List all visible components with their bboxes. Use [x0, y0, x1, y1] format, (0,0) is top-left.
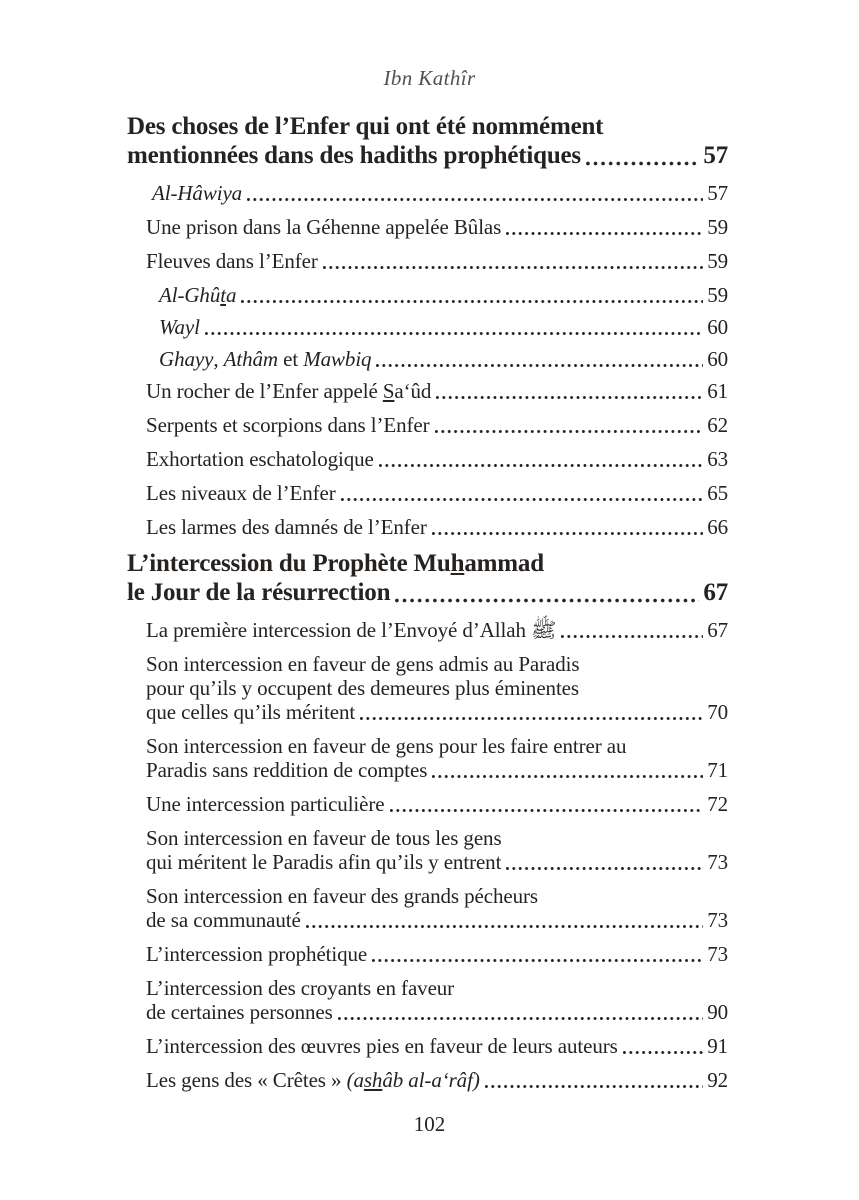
toc-entry-title: de sa communauté — [146, 908, 301, 932]
toc-entry-page-number: 62 — [707, 413, 728, 437]
toc-entry-title: Les larmes des damnés de l’Enfer — [146, 515, 427, 539]
toc-entry-title: de certaines personnes — [146, 1000, 333, 1024]
toc-entry-last-line — [146, 379, 728, 403]
toc-entry-last-line — [146, 413, 728, 437]
toc-entry-line: L’intercession du Prophète Muhammad — [127, 550, 544, 577]
toc-entry-page-number: 73 — [707, 942, 728, 966]
toc-entry-title: Une prison dans la Géhenne appelée Bûlas — [146, 215, 502, 239]
toc-entry-title: Fleuves dans l’Enfer — [146, 249, 318, 273]
toc-entry-title: que celles qu’ils méritent — [146, 700, 356, 724]
dot-leader — [247, 197, 703, 202]
toc-entry — [127, 112, 728, 170]
toc-entry-last-line — [146, 758, 728, 782]
toc-entry-last-line — [146, 1068, 728, 1092]
toc-entry-page-number: 67 — [703, 579, 728, 606]
toc-entry-page-number: 91 — [707, 1034, 728, 1058]
dot-leader — [241, 299, 703, 304]
toc-entry — [127, 826, 728, 874]
dot-leader — [341, 497, 704, 502]
toc-entry — [127, 515, 728, 539]
toc-entry — [127, 413, 728, 437]
toc-entry-page-number: 57 — [703, 142, 728, 169]
dot-leader — [432, 531, 703, 536]
toc-entry-last-line — [146, 215, 728, 239]
toc-entry-page-number: 65 — [707, 481, 728, 505]
toc-entry-page-number: 59 — [707, 215, 728, 239]
toc-entry-page-number: 70 — [707, 700, 728, 724]
toc-entry-last-line — [127, 578, 728, 607]
toc-entry-title: Serpents et scorpions dans l’Enfer — [146, 413, 430, 437]
dot-leader — [338, 1016, 703, 1021]
toc-entry — [127, 447, 728, 471]
toc-entry-last-line — [159, 315, 728, 339]
toc-entry-last-line — [146, 515, 728, 539]
toc-entry — [127, 618, 728, 642]
dot-leader — [205, 331, 703, 336]
toc-entry-title: Un rocher de l’Enfer appelé Sa‘ûd — [146, 379, 432, 403]
toc-entry-last-line — [146, 700, 728, 724]
toc-entry-last-line — [152, 181, 728, 205]
toc-entry — [127, 215, 728, 239]
toc-entry-title: Une intercession particulière — [146, 792, 385, 816]
dot-leader — [485, 1084, 703, 1089]
dot-leader — [323, 265, 703, 270]
toc-entry-page-number: 66 — [707, 515, 728, 539]
toc-entry — [127, 283, 728, 307]
toc-entry-page-number: 61 — [707, 379, 728, 403]
dot-leader — [376, 363, 703, 368]
toc-entry — [127, 884, 728, 932]
toc-entry — [127, 976, 728, 1024]
toc-entry-title: La première intercession de l’Envoyé d’Allah ﷺ — [146, 618, 557, 642]
toc-entry-last-line — [146, 618, 728, 642]
toc-entry-line: Son intercession en faveur de gens pour les faire entrer au — [146, 734, 627, 758]
toc-entry-title: Al-Hâwiya — [152, 181, 243, 205]
toc-entry-last-line — [146, 1000, 728, 1024]
toc-entry-line: Son intercession en faveur de tous les gens — [146, 826, 502, 850]
toc-entry — [127, 1068, 728, 1092]
toc-entry-line: L’intercession des croyants en faveur — [146, 976, 455, 1000]
toc-entry-page-number: 59 — [707, 283, 728, 307]
toc-entry-last-line — [146, 850, 728, 874]
toc-entry-last-line — [146, 908, 728, 932]
dot-leader — [506, 231, 703, 236]
toc-entry-last-line — [159, 283, 728, 307]
toc-entry-page-number: 67 — [707, 618, 728, 642]
toc-entry-line: pour qu’ils y occupent des demeures plus éminentes — [146, 676, 579, 700]
toc-entry — [127, 181, 728, 205]
toc-entry-page-number: 90 — [707, 1000, 728, 1024]
toc-entry-last-line — [146, 792, 728, 816]
toc-entry-page-number: 63 — [707, 447, 728, 471]
toc-entry-page-number: 59 — [707, 249, 728, 273]
dot-leader — [506, 866, 703, 871]
toc-entry — [127, 249, 728, 273]
toc-entry-last-line — [127, 141, 728, 170]
toc-entry-page-number: 73 — [707, 850, 728, 874]
toc-entry-title: le Jour de la résurrection — [127, 579, 391, 606]
toc-entry-last-line — [146, 447, 728, 471]
dot-leader — [372, 958, 703, 963]
toc-entry-last-line — [146, 1034, 728, 1058]
toc-entry-title: L’intercession des œuvres pies en faveur de leurs auteurs — [146, 1034, 618, 1058]
toc-entry — [127, 1034, 728, 1058]
toc-entry-page-number: 92 — [707, 1068, 728, 1092]
toc-entry-title: Wayl — [159, 315, 200, 339]
toc-entry-title: Les gens des « Crêtes » (ashâb al-a‘râf) — [146, 1068, 480, 1092]
toc-entry-title: Paradis sans reddition de comptes — [146, 758, 428, 782]
toc-entry — [127, 652, 728, 724]
footer-page-number: 102 — [413, 1112, 446, 1136]
dot-leader — [360, 716, 703, 721]
dot-leader — [435, 429, 704, 434]
toc-entry — [127, 379, 728, 403]
toc-entry-line: Son intercession en faveur des grands pécheurs — [146, 884, 538, 908]
dot-leader — [432, 774, 703, 779]
dot-leader — [395, 598, 699, 603]
dot-leader — [561, 634, 703, 639]
dot-leader — [436, 395, 703, 400]
dot-leader — [306, 924, 704, 929]
toc-entry-title: qui méritent le Paradis afin qu’ils y entrent — [146, 850, 502, 874]
toc-entry-line: Des choses de l’Enfer qui ont été nommément — [127, 113, 604, 140]
dot-leader — [586, 161, 699, 166]
toc-entry-page-number: 60 — [707, 347, 728, 371]
toc-entry-page-number: 71 — [707, 758, 728, 782]
toc-entry-last-line — [146, 942, 728, 966]
toc-entry — [127, 942, 728, 966]
toc-list — [127, 108, 728, 1102]
toc-entry-page-number: 73 — [707, 908, 728, 932]
toc-entry — [127, 734, 728, 782]
toc-entry-last-line — [159, 347, 728, 371]
toc-entry-page-number: 57 — [707, 181, 728, 205]
toc-entry-last-line — [146, 249, 728, 273]
toc-entry-title: Ghayy, Athâm et Mawbiq — [159, 347, 372, 371]
dot-leader — [623, 1050, 703, 1055]
dot-leader — [379, 463, 703, 468]
toc-entry-line: Son intercession en faveur de gens admis au Paradis — [146, 652, 580, 676]
dot-leader — [390, 808, 704, 813]
toc-entry-page-number: 72 — [707, 792, 728, 816]
toc-entry-last-line — [146, 481, 728, 505]
toc-entry-title: Exhortation eschatologique — [146, 447, 374, 471]
toc-entry-title: L’intercession prophétique — [146, 942, 368, 966]
toc-entry-title: Al-Ghûta — [159, 283, 237, 307]
toc-entry — [127, 347, 728, 371]
running-head: Ibn Kathîr — [383, 66, 476, 90]
toc-entry-title: mentionnées dans des hadiths prophétiques — [127, 142, 581, 169]
toc-entry — [127, 792, 728, 816]
toc-entry — [127, 549, 728, 607]
toc-entry-title: Les niveaux de l’Enfer — [146, 481, 336, 505]
toc-entry — [127, 481, 728, 505]
toc-entry-page-number: 60 — [707, 315, 728, 339]
toc-entry — [127, 315, 728, 339]
